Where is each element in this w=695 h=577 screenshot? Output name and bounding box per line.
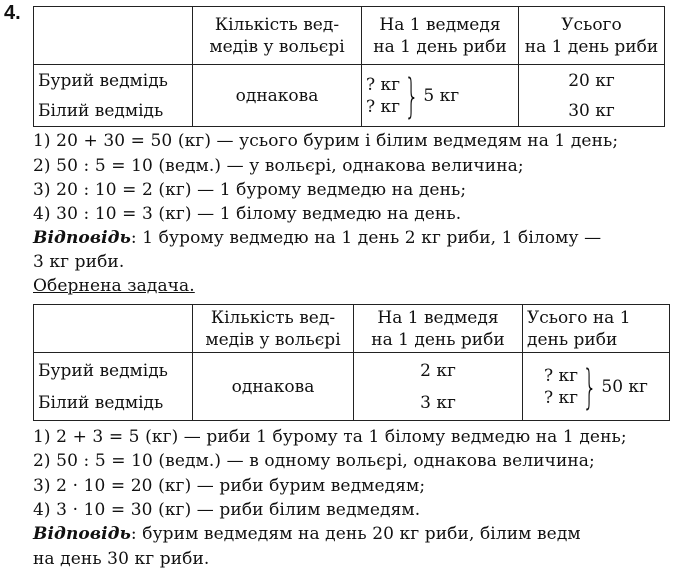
task-number: 4. — [4, 2, 21, 24]
row-labels-cell — [34, 353, 193, 421]
totals-cell — [523, 353, 670, 421]
brace-group — [366, 68, 460, 123]
brace-group — [544, 359, 648, 414]
totals-cell — [519, 65, 665, 127]
brace-sum: 50 кг — [601, 376, 648, 397]
solution-step: 4) 3 · 10 = 30 (кг) — риби білим ведмедям. — [33, 500, 421, 520]
row-label: Білий ведмідь — [38, 100, 164, 121]
header-text: на 1 день риби — [524, 36, 659, 57]
inverse-title-text: Обернена задача. — [33, 276, 195, 296]
inverse-task-title — [33, 276, 195, 296]
answer-label: Відповідь — [33, 524, 131, 544]
count-cell: однакова — [193, 353, 354, 421]
empty-corner-cell — [34, 7, 193, 65]
data-table-1 — [33, 6, 665, 127]
answer-label: Відповідь — [33, 228, 131, 248]
solution-step: 2) 50 : 5 = 10 (ведм.) — у вольєрі, однакова величина; — [33, 156, 524, 176]
solution-step: 2) 50 : 5 = 10 (ведм.) — в одному вольєрі, однакова величина; — [33, 451, 595, 471]
header-text: на 1 день риби — [373, 36, 507, 57]
unknown-value: ? кг — [366, 74, 401, 95]
header-text: медів у вольєрі — [205, 329, 341, 350]
row-label: Бурий ведмідь — [38, 70, 168, 91]
row-label: Білий ведмідь — [38, 392, 164, 413]
header-text: медів у вольєрі — [209, 36, 345, 57]
header-per-bear-cell — [354, 305, 523, 353]
unknown-column — [366, 74, 400, 118]
curly-brace-icon: } — [404, 68, 420, 123]
answer-text: : 1 бурому ведмедю на 1 день 2 кг риби, 1 білому — — [130, 228, 602, 248]
data-table-2 — [33, 304, 670, 421]
curly-brace-icon: } — [582, 359, 598, 414]
per-bear-value: 3 кг — [420, 392, 456, 413]
header-per-bear-cell — [362, 7, 519, 65]
answer-line — [33, 524, 581, 544]
header-text: Кількість вед- — [210, 307, 336, 328]
header-count-cell — [193, 305, 354, 353]
solution-step: 3) 20 : 10 = 2 (кг) — 1 бурому ведмедю на день; — [33, 180, 467, 200]
header-text: На 1 ведмедя — [379, 14, 501, 35]
header-text: день риби — [527, 329, 618, 350]
solution-step: 1) 2 + 3 = 5 (кг) — риби 1 бурому та 1 білому ведмедю на 1 день; — [33, 427, 627, 447]
header-total-cell — [519, 7, 665, 65]
answer-line — [33, 228, 601, 248]
table-header-row — [34, 7, 665, 65]
header-text: Усього на 1 — [527, 307, 631, 328]
row-label: Бурий ведмідь — [38, 360, 168, 381]
brace-sum: 5 кг — [423, 85, 460, 106]
answer-continuation: 3 кг риби. — [33, 252, 125, 272]
row-labels-cell — [34, 65, 193, 127]
header-text: на 1 день риби — [371, 329, 505, 350]
solution-step: 1) 20 + 30 = 50 (кг) — усього бурим і білим ведмедям на 1 день; — [33, 131, 619, 151]
table-body-row — [34, 353, 670, 421]
unknown-column — [544, 365, 578, 409]
answer-text: : бурим ведмедям на день 20 кг риби, білим ведм — [130, 524, 581, 544]
header-text: Усього — [561, 14, 622, 35]
answer-continuation: на день 30 кг риби. — [33, 549, 210, 569]
per-bear-value: 2 кг — [420, 360, 456, 381]
header-total-cell — [523, 305, 670, 353]
total-value: 30 кг — [568, 100, 615, 121]
header-text: Кількість вед- — [214, 14, 340, 35]
per-bear-cell — [362, 65, 519, 127]
header-text: На 1 ведмедя — [377, 307, 499, 328]
solution-step: 3) 2 · 10 = 20 (кг) — риби бурим ведмедям; — [33, 476, 426, 496]
empty-corner-cell — [34, 305, 193, 353]
solution-step: 4) 30 : 10 = 3 (кг) — 1 білому ведмедю на день. — [33, 204, 462, 224]
unknown-value: ? кг — [544, 365, 579, 386]
unknown-value: ? кг — [544, 387, 579, 408]
table-header-row — [34, 305, 670, 353]
table-body-row — [34, 65, 665, 127]
total-value: 20 кг — [568, 70, 615, 91]
per-bear-cell — [354, 353, 523, 421]
unknown-value: ? кг — [366, 96, 401, 117]
header-count-cell — [193, 7, 362, 65]
count-cell: однакова — [193, 65, 362, 127]
